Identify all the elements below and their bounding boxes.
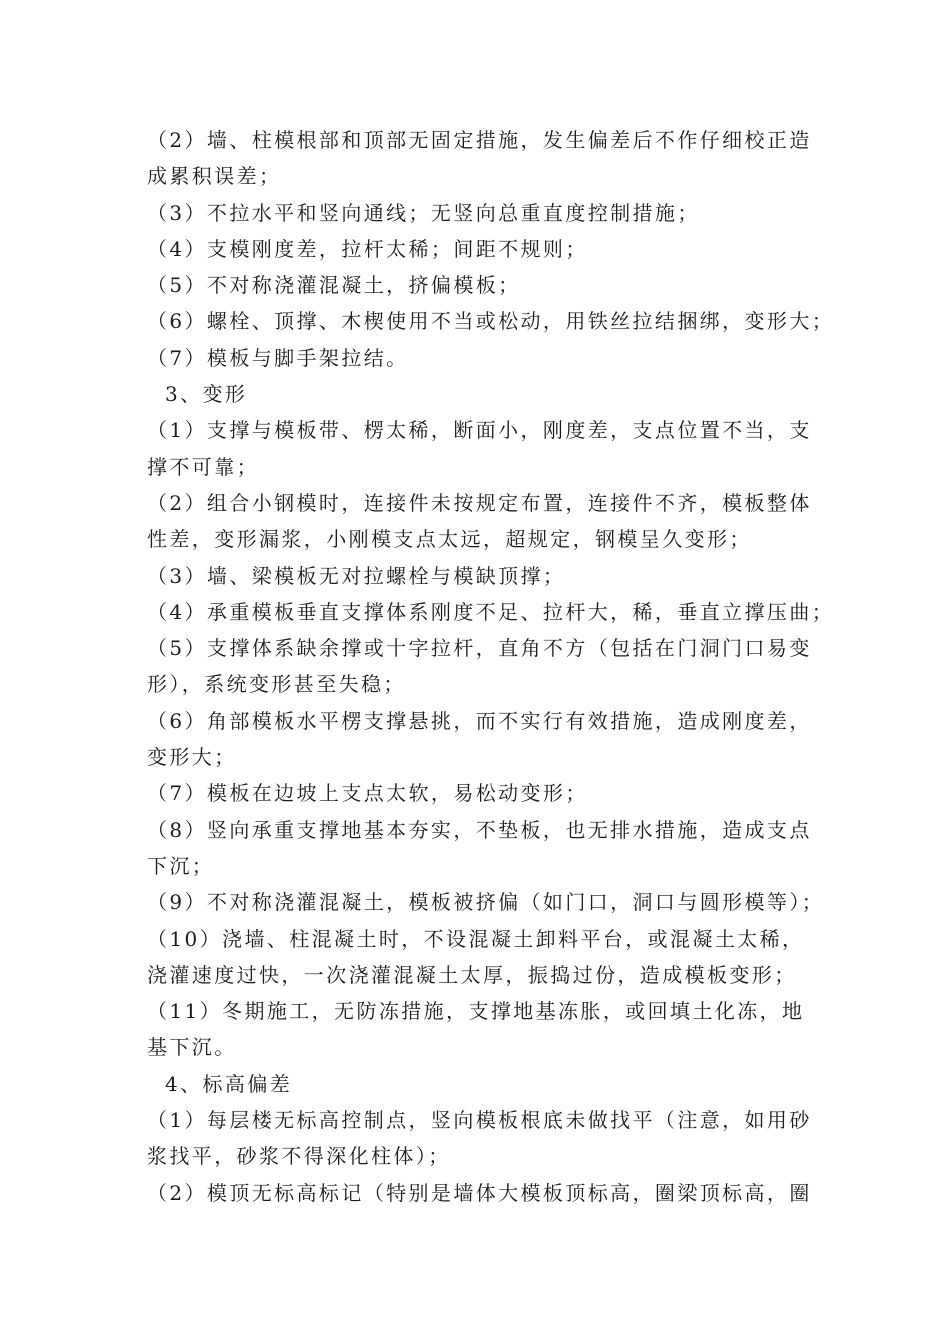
text-line: 浇灌速度过快，一次浇灌混凝土太厚，振捣过份，造成模板变形； [147, 962, 797, 987]
text-line: （7）模板在边坡上支点太软，易松动变形； [147, 781, 588, 806]
text-line: （10）浇墙、柱混凝土时，不设混凝土卸料平台，或混凝土太稀， [147, 926, 805, 951]
section-heading: 4、标高偏差 [165, 1071, 293, 1096]
text-line: 性差，变形漏浆，小刚模支点太远，超规定，钢模呈久变形； [147, 527, 752, 552]
text-line: 形），系统变形甚至失稳； [147, 672, 406, 697]
section-heading: 3、变形 [165, 382, 248, 407]
text-line: 成累积误差； [147, 164, 282, 189]
text-line: （2）模顶无标高标记（特别是墙体大模板顶标高，圈梁顶标高，圈 [147, 1180, 812, 1205]
text-line: （6）角部模板水平楞支撑悬挑，而不实行有效措施，造成刚度差， [147, 708, 812, 733]
text-line: 基下沉。 [147, 1035, 237, 1060]
text-line: （1）每层楼无标高控制点，竖向模板根底未做找平（注意，如用砂 [147, 1108, 812, 1133]
text-line: （3）墙、梁模板无对拉螺栓与模缺顶撑； [147, 563, 566, 588]
text-line: （1）支撑与模板带、楞太稀，断面小，刚度差，支点位置不当，支 [147, 418, 812, 443]
text-line: （5）支撑体系缺余撑或十字拉杆，直角不方（包括在门洞门口易变 [147, 636, 812, 661]
text-line: 撑不可靠； [147, 454, 259, 479]
text-line: （7）模板与脚手架拉结。 [147, 345, 409, 370]
text-line: （11）冬期施工，无防冻措施，支撑地基冻胀，或回填土化冻，地 [147, 999, 805, 1024]
text-line: （2）组合小钢模时，连接件未按规定布置，连接件不齐，模板整体 [147, 490, 812, 515]
text-line: （2）墙、柱模根部和顶部无固定措施，发生偏差后不作仔细校正造 [147, 128, 812, 152]
text-line: （9）不对称浇灌混凝土，模板被挤偏（如门口，洞口与圆形模等）； [147, 890, 825, 915]
text-line: （6）螺栓、顶撑、木楔使用不当或松动，用铁丝拉结捆绑，变形大； [147, 309, 835, 334]
text-line: （3）不拉水平和竖向通线；无竖向总重直度控制措施； [147, 200, 700, 225]
text-line: （4）支模刚度差，拉杆太稀；间距不规则； [147, 236, 588, 261]
text-line: 浆找平，砂浆不得深化柱体）； [147, 1144, 451, 1169]
text-line: 变形大； [147, 745, 237, 770]
text-line: （8）竖向承重支撑地基本夯实，不垫板，也无排水措施，造成支点 [147, 817, 812, 842]
text-line: 下沉； [147, 853, 215, 878]
text-line: （4）承重模板垂直支撑体系刚度不足、拉杆大，稀，垂直立撑压曲； [147, 599, 835, 624]
text-line: （5）不对称浇灌混凝土，挤偏模板； [147, 273, 521, 298]
document-body [147, 122, 835, 1211]
